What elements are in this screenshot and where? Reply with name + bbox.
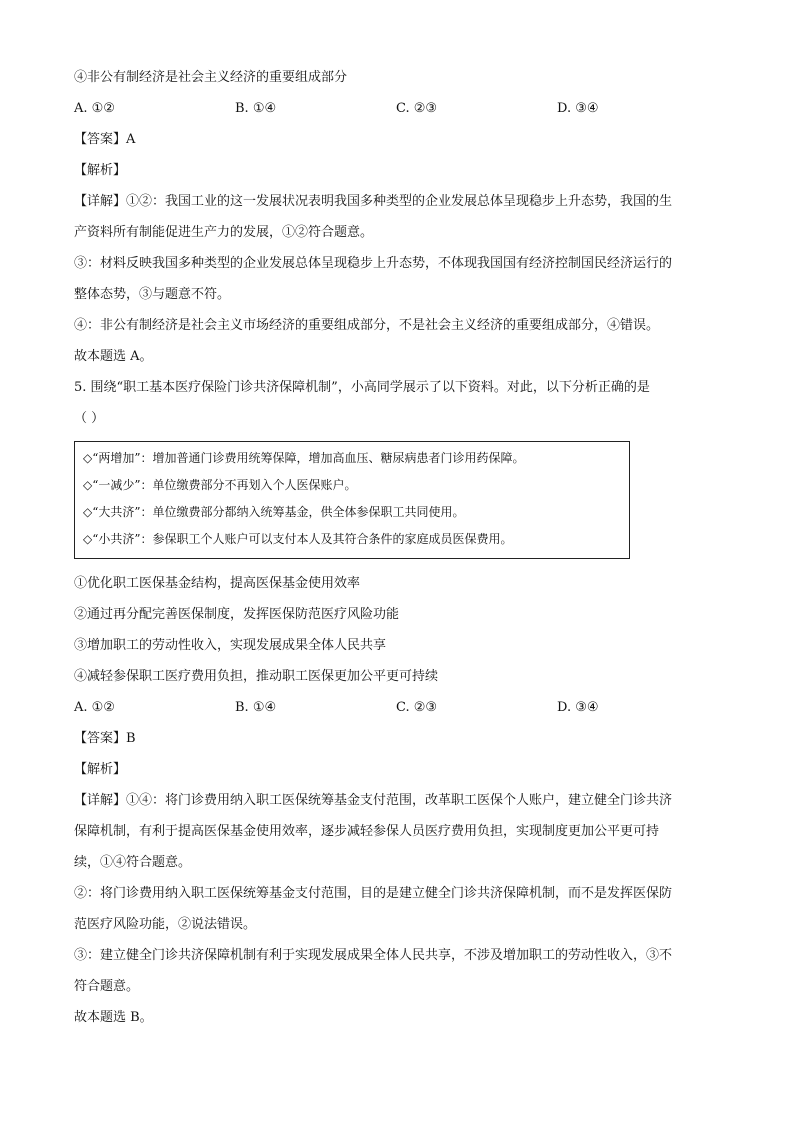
q5-stem-blank: （ ） bbox=[74, 411, 105, 426]
q5-options bbox=[74, 692, 734, 723]
q5-detail-line: 符合题意。 bbox=[74, 979, 140, 994]
q5-statement: ④减轻参保职工医疗费用负担，推动职工医保更加公平更可持续 bbox=[74, 669, 439, 684]
q5-statement: ①优化职工医保基金结构，提高医保基金使用效率 bbox=[74, 576, 361, 591]
q5-option-c: C. ②③ bbox=[396, 700, 438, 715]
q4-detail-line: 整体态势，③与题意不符。 bbox=[74, 287, 231, 302]
q5-stem: 5. 围绕“职工基本医疗保险门诊共济保障机制”，小高同学展示了以下资料。对此，以下分析正确的是 bbox=[74, 380, 650, 395]
q4-statement-4: ④非公有制经济是社会主义经济的重要组成部分 bbox=[74, 70, 348, 85]
q5-detail-line: 保障机制，有利于提高医保基金使用效率，逐步减轻参保人员医疗费用负担，实现制度更加公平更可持 bbox=[74, 824, 660, 839]
q5-statement: ③增加职工的劳动性收入，实现发展成果全体人民共享 bbox=[74, 638, 387, 653]
q5-detail-line: ②：将门诊费用纳入职工医保统筹基金支付范围，目的是建立健全门诊共济保障机制，而不是发挥医保防 bbox=[74, 886, 673, 901]
q4-detail-line: ④：非公有制经济是社会主义市场经济的重要组成部分，不是社会主义经济的重要组成部分，④错误。 bbox=[74, 318, 660, 333]
q5-material-item: ◇“两增加”：增加普通门诊费用统筹保障，增加高血压、糖尿病患者门诊用药保障。 bbox=[83, 451, 525, 465]
q5-material-item: ◇“小共济”：参保职工个人账户可以支付本人及其符合条件的家庭成员医保费用。 bbox=[83, 532, 513, 546]
q4-option-b: B. ①④ bbox=[235, 101, 277, 116]
q4-option-a: A. ①② bbox=[74, 101, 115, 116]
document-page bbox=[74, 62, 734, 1033]
q5-detail-line: 范医疗风险功能，②说法错误。 bbox=[74, 917, 257, 932]
q5-option-a: A. ①② bbox=[74, 700, 115, 715]
q4-option-c: C. ②③ bbox=[396, 101, 438, 116]
q4-answer: 【答案】A bbox=[74, 132, 136, 147]
q5-conclusion: 故本题选 B。 bbox=[74, 1010, 153, 1025]
q5-material-item: ◇“大共济”：单位缴费部分都纳入统筹基金，供全体参保职工共同使用。 bbox=[83, 505, 465, 519]
q5-statement: ②通过再分配完善医保制度，发挥医保防范医疗风险功能 bbox=[74, 607, 400, 622]
q5-detail-line: 续，①④符合题意。 bbox=[74, 855, 192, 870]
q5-detail-line: 【详解】①④：将门诊费用纳入职工医保统筹基金支付范围，改革职工医保个人账户，建立健全门诊共济 bbox=[74, 793, 673, 808]
q4-option-d: D. ③④ bbox=[557, 101, 599, 116]
q5-option-b: B. ①④ bbox=[235, 700, 277, 715]
q5-analysis-label: 【解析】 bbox=[74, 762, 127, 777]
q5-option-d: D. ③④ bbox=[557, 700, 599, 715]
q5-answer: 【答案】B bbox=[74, 731, 136, 746]
q5-detail-line: ③：建立健全门诊共济保障机制有利于实现发展成果全体人民共享，不涉及增加职工的劳动性收入，③不 bbox=[74, 948, 673, 963]
q4-conclusion: 故本题选 A。 bbox=[74, 349, 153, 364]
q4-analysis-label: 【解析】 bbox=[74, 163, 127, 178]
q4-detail-line: ③：材料反映我国多种类型的企业发展总体呈现稳步上升态势，不体现我国国有经济控制国民经济运行的 bbox=[74, 256, 673, 271]
q4-options bbox=[74, 93, 734, 124]
q5-material-item: ◇“一减少”：单位缴费部分不再划入个人医保账户。 bbox=[83, 478, 357, 492]
q5-material-box bbox=[74, 441, 630, 559]
q4-detail-line: 产资料所有制能促进生产力的发展，①②符合题意。 bbox=[74, 225, 374, 240]
q4-detail-line: 【详解】①②：我国工业的这一发展状况表明我国多种类型的企业发展总体呈现稳步上升态势，我国的生 bbox=[74, 194, 673, 209]
